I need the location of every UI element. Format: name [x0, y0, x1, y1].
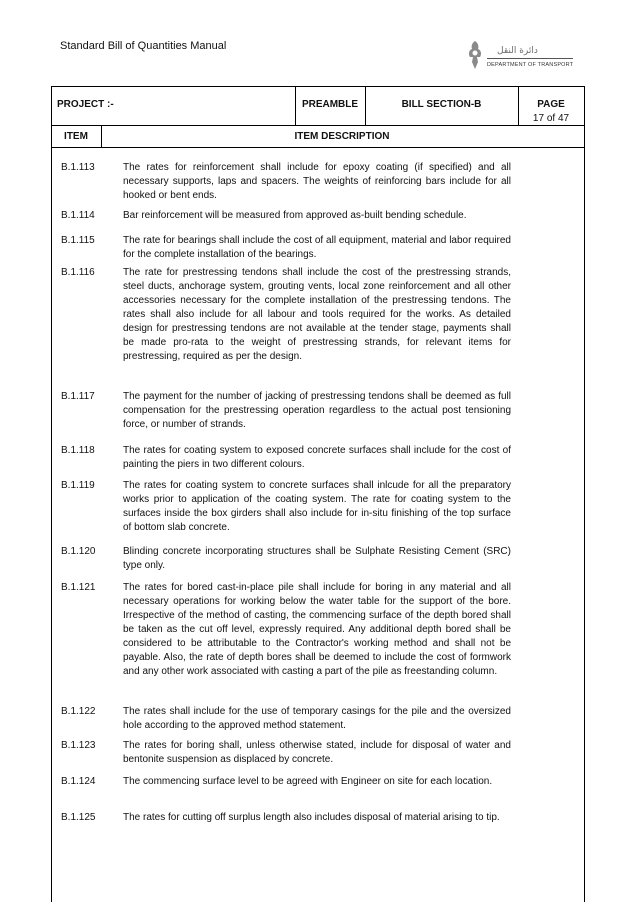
item-code: B.1.123 [61, 740, 96, 751]
item-description: The rate for bearings shall include the cost of all equipment, material and labor required for the complete installation of the bearings. [123, 235, 511, 260]
item-description: The commencing surface level to be agreed with Engineer on site for each location. [123, 776, 493, 787]
item-code: B.1.120 [61, 546, 96, 557]
item-description: Blinding concrete incorporating structures shall be Sulphate Resisting Cement (SRC) type only. [123, 546, 511, 571]
item-code: B.1.114 [61, 210, 95, 221]
item-code: B.1.116 [61, 267, 95, 278]
item-code: B.1.122 [61, 706, 96, 717]
table-header-row [51, 86, 585, 126]
item-description: The rates for coating system to concrete surfaces shall inlcude for all the preparatory works prior to application of the coating system. The rate for coating system to the surfaces inside the box girders shall also include for in-situ finishing of the top surface of bottom slab concrete. [123, 480, 511, 533]
item-description: The rates for coating system to exposed concrete surfaces shall include for the cost of painting the piers in two different colours. [123, 445, 511, 470]
logo-divider [487, 58, 573, 59]
item-description: The rate for prestressing tendons shall include the cost of the prestressing strands, steel ducts, anchorage system, grouting vents, local zone reinforcement and all other accessories necessary for the complete installation of the prestressing tendons. The rates shall also include for all labour and tools required for the works. As detailed design for prestressing tendons are not available at the tender stage, payments shall be made pro-rata to the weight of prestressing strands, for relevant items for prestressing, required as per the design. [123, 267, 511, 362]
item-code: B.1.124 [61, 776, 96, 787]
logo-english-text: DEPARTMENT OF TRANSPORT [487, 62, 574, 68]
page-number: 17 of 47 [532, 113, 570, 124]
preamble-label: PREAMBLE [301, 99, 359, 110]
item-code: B.1.117 [61, 391, 95, 402]
item-code: B.1.119 [61, 480, 95, 491]
item-code: B.1.125 [61, 812, 96, 823]
item-column-header: ITEM [64, 131, 88, 142]
item-description: The rates for boring shall, unless otherwise stated, include for disposal of water and bentonite suspension as displaced by concrete. [123, 740, 511, 765]
project-label: PROJECT :- [57, 99, 114, 110]
item-code: B.1.118 [61, 445, 95, 456]
item-description: Bar reinforcement will be measured from approved as-built bending schedule. [123, 210, 467, 221]
item-description: The rates for cutting off surplus length also includes disposal of material arising to tip. [123, 812, 500, 823]
item-code: B.1.113 [61, 162, 95, 173]
bill-section-label: BILL SECTION-B [401, 99, 482, 110]
document-title: Standard Bill of Quantities Manual [60, 40, 227, 52]
item-description: The payment for the number of jacking of prestressing tendons shall be deemed as full compensation for the prestressing operation regardless to the actual post tensioning force, or number of strands. [123, 391, 511, 430]
description-column-header: ITEM DESCRIPTION [294, 131, 390, 142]
falcon-emblem-icon [467, 40, 483, 70]
column-header-row [51, 126, 585, 148]
item-code: B.1.121 [61, 582, 96, 593]
logo-arabic-text: دائرة النقل [497, 46, 538, 56]
item-description: The rates for bored cast-in-place pile shall include for boring in any material and all necessary operations for working below the water table for the support of the bore. Irrespective of the method of casting, the commencing surface of the depth bored shall be taken as the cut off level, expressly required. Any additional depth bored shall be considered to be attributable to the Contractor's working method and shall not be payable. Also, the rate of depth bores shall be deemed to include the cost of formwork and any other work associated with casting a part of the pile as freestanding column. [123, 582, 511, 677]
department-of-transport-logo [467, 40, 575, 78]
item-description: The rates shall include for the use of temporary casings for the pile and the oversized hole according to the approved method statement. [123, 706, 511, 731]
item-code: B.1.115 [61, 235, 95, 246]
item-description: The rates for reinforcement shall include for epoxy coating (if specified) and all necessary supports, laps and spacers. The weights of reinforcing bars include for all hooked or bent ends. [123, 162, 511, 201]
page-label: PAGE [537, 99, 565, 110]
